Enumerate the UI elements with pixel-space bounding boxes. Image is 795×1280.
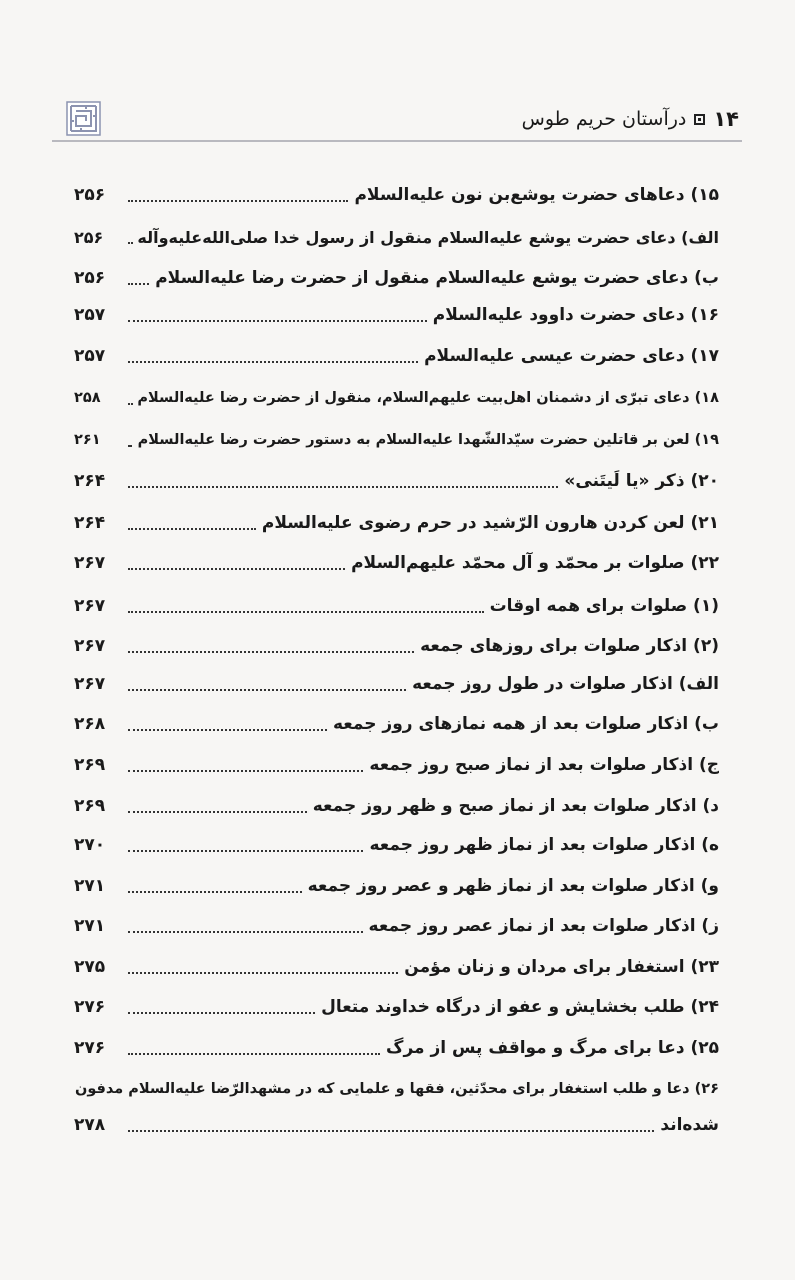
entry-page-number: ۲۵۸ (74, 390, 101, 406)
entry-page-number: ۲۶۴ (74, 471, 106, 491)
entry-page-number: ۲۶۷ (74, 636, 106, 656)
entry-title: ۱۷) دعای حضرت عیسی علیه‌السلام (424, 346, 719, 366)
entry-title: (۱) صلوات برای همه اوقات (489, 596, 719, 616)
toc-entry (74, 298, 719, 332)
toc-entry (74, 990, 719, 1024)
toc-entry (74, 707, 719, 741)
dot-leader (128, 611, 484, 613)
dot-leader (128, 486, 558, 488)
entry-page-number: ۲۶۱ (74, 432, 101, 448)
entry-title: ۲۵) دعا برای مرگ و مواقف پس از مرگ (386, 1038, 719, 1058)
entry-title: ۲۲) صلوات بر محمّد و آل محمّد علیهم‌السلام (351, 553, 719, 573)
dot-leader (128, 1012, 315, 1014)
entry-page-number: ۲۷۶ (74, 1038, 106, 1058)
entry-title: ۱۶) دعای حضرت داوود علیه‌السلام (432, 305, 719, 325)
toc-entry (74, 748, 719, 782)
dot-leader (128, 891, 302, 893)
toc-entry (74, 950, 719, 984)
entry-title: ۱۹) لعن بر قاتلین حضرت سیّدالشّهدا علیه‌السلام به دستور حضرت رضا علیه‌السلام (137, 432, 719, 448)
toc-entry (74, 869, 719, 903)
entry-title: (۲) اذکار صلوات برای روزهای جمعه (420, 636, 719, 656)
toc-entry-multiline-first (74, 1072, 719, 1106)
toc-entry (74, 464, 719, 498)
entry-page-number: ۲۷۰ (74, 835, 106, 855)
entry-page-number: ۲۷۱ (74, 876, 106, 896)
dot-leader (128, 200, 348, 202)
entry-title: ج) اذکار صلوات بعد از نماز صبح روز جمعه (369, 755, 719, 775)
page-number: ۱۴ (713, 107, 739, 131)
entry-title: ز) اذکار صلوات بعد از نماز عصر روز جمعه (368, 916, 719, 936)
entry-page-number: ۲۶۸ (74, 714, 106, 734)
dot-leader (128, 242, 131, 244)
toc-entry (74, 423, 719, 457)
dot-leader (128, 850, 363, 852)
entry-title: الف) اذکار صلوات در طول روز جمعه (412, 674, 719, 694)
entry-title: ب) اذکار صلوات بعد از همه نمازهای روز جمعه (332, 714, 719, 734)
running-head (522, 102, 739, 136)
toc-entry (74, 667, 719, 701)
dot-leader (128, 528, 256, 530)
toc-entry (74, 381, 719, 415)
dot-leader (128, 770, 363, 772)
entry-page-number: ۲۶۷ (74, 674, 106, 694)
toc-entry (74, 589, 719, 623)
entry-page-number: ۲۵۷ (74, 346, 106, 366)
dot-leader (128, 568, 345, 570)
dot-leader (128, 689, 406, 691)
header-rule (52, 140, 742, 142)
entry-page-number: ۲۷۶ (74, 997, 106, 1017)
entry-page-number: ۲۷۱ (74, 916, 106, 936)
toc-entry (74, 909, 719, 943)
entry-page-number: ۲۷۸ (74, 1115, 106, 1135)
dot-leader (128, 403, 131, 405)
entry-title-line-2: شده‌اند (660, 1115, 719, 1135)
dot-leader (128, 283, 149, 285)
entry-title: ب) دعای حضرت یوشع علیه‌السلام منقول از حضرت رضا علیه‌السلام (155, 268, 719, 288)
dot-leader (128, 445, 132, 447)
entry-title: ۲۳) استغفار برای مردان و زنان مؤمن (404, 957, 719, 977)
entry-page-number: ۲۷۵ (74, 957, 106, 977)
toc-entry (74, 178, 719, 212)
dot-leader (128, 361, 418, 363)
toc-entry (74, 546, 719, 580)
entry-title-line-1: ۲۶) دعا و طلب استغفار برای محدّثین، فقها و علمایی که در مشهدالرّضا علیه‌السلام مدفون (74, 1081, 719, 1097)
entry-title: ۱۸) دعای تبرّی از دشمنان اهل‌بیت علیهم‌السلام، منقول از حضرت رضا علیه‌السلام (137, 390, 719, 406)
toc-entry (74, 1031, 719, 1065)
toc-entry-multiline-second (74, 1108, 719, 1142)
toc-entry (74, 261, 719, 295)
square-bullet-icon (694, 114, 705, 125)
dot-leader (128, 651, 414, 653)
dot-leader (128, 1130, 654, 1132)
toc-entry (74, 339, 719, 373)
entry-page-number: ۲۶۷ (74, 553, 106, 573)
toc-entry (74, 828, 719, 862)
dot-leader (128, 1053, 380, 1055)
entry-title: ۲۰) ذکر «یا لَیتَنی» (564, 471, 719, 491)
entry-title: ۲۱) لعن کردن هارون الرّشید در حرم رضوی علیه‌السلام (261, 513, 719, 533)
toc-entry (74, 629, 719, 663)
toc-entry (74, 789, 719, 823)
entry-page-number: ۲۶۹ (74, 796, 106, 816)
toc-entry (74, 506, 719, 540)
entry-page-number: ۲۶۹ (74, 755, 106, 775)
toc-entry (74, 220, 719, 254)
entry-title: ۱۵) دعاهای حضرت یوشع‌بن نون علیه‌السلام (354, 185, 719, 205)
entry-title: ۲۴) طلب بخشایش و عفو از درگاه خداوند متعال (321, 997, 719, 1017)
entry-title: الف) دعای حضرت یوشع علیه‌السلام منقول از رسول خدا صلی‌الله‌علیه‌وآله (137, 227, 719, 247)
entry-page-number: ۲۵۶ (74, 185, 106, 205)
entry-page-number: ۲۵۷ (74, 305, 106, 325)
entry-title: د) اذکار صلوات بعد از نماز صبح و ظهر روز جمعه (312, 796, 719, 816)
book-title: درآستان حریم طوس (521, 108, 687, 130)
entry-page-number: ۲۵۶ (74, 268, 106, 288)
dot-leader (128, 972, 398, 974)
entry-page-number: ۲۵۶ (74, 227, 104, 247)
dot-leader (128, 320, 427, 322)
entry-page-number: ۲۶۴ (74, 513, 106, 533)
dot-leader (128, 931, 363, 933)
dot-leader (128, 811, 307, 813)
header-logo-icon (66, 101, 101, 136)
entry-title: و) اذکار صلوات بعد از نماز ظهر و عصر روز جمعه (307, 876, 719, 896)
entry-page-number: ۲۶۷ (74, 596, 106, 616)
dot-leader (128, 729, 327, 731)
entry-title: ه) اذکار صلوات بعد از نماز ظهر روز جمعه (369, 835, 719, 855)
